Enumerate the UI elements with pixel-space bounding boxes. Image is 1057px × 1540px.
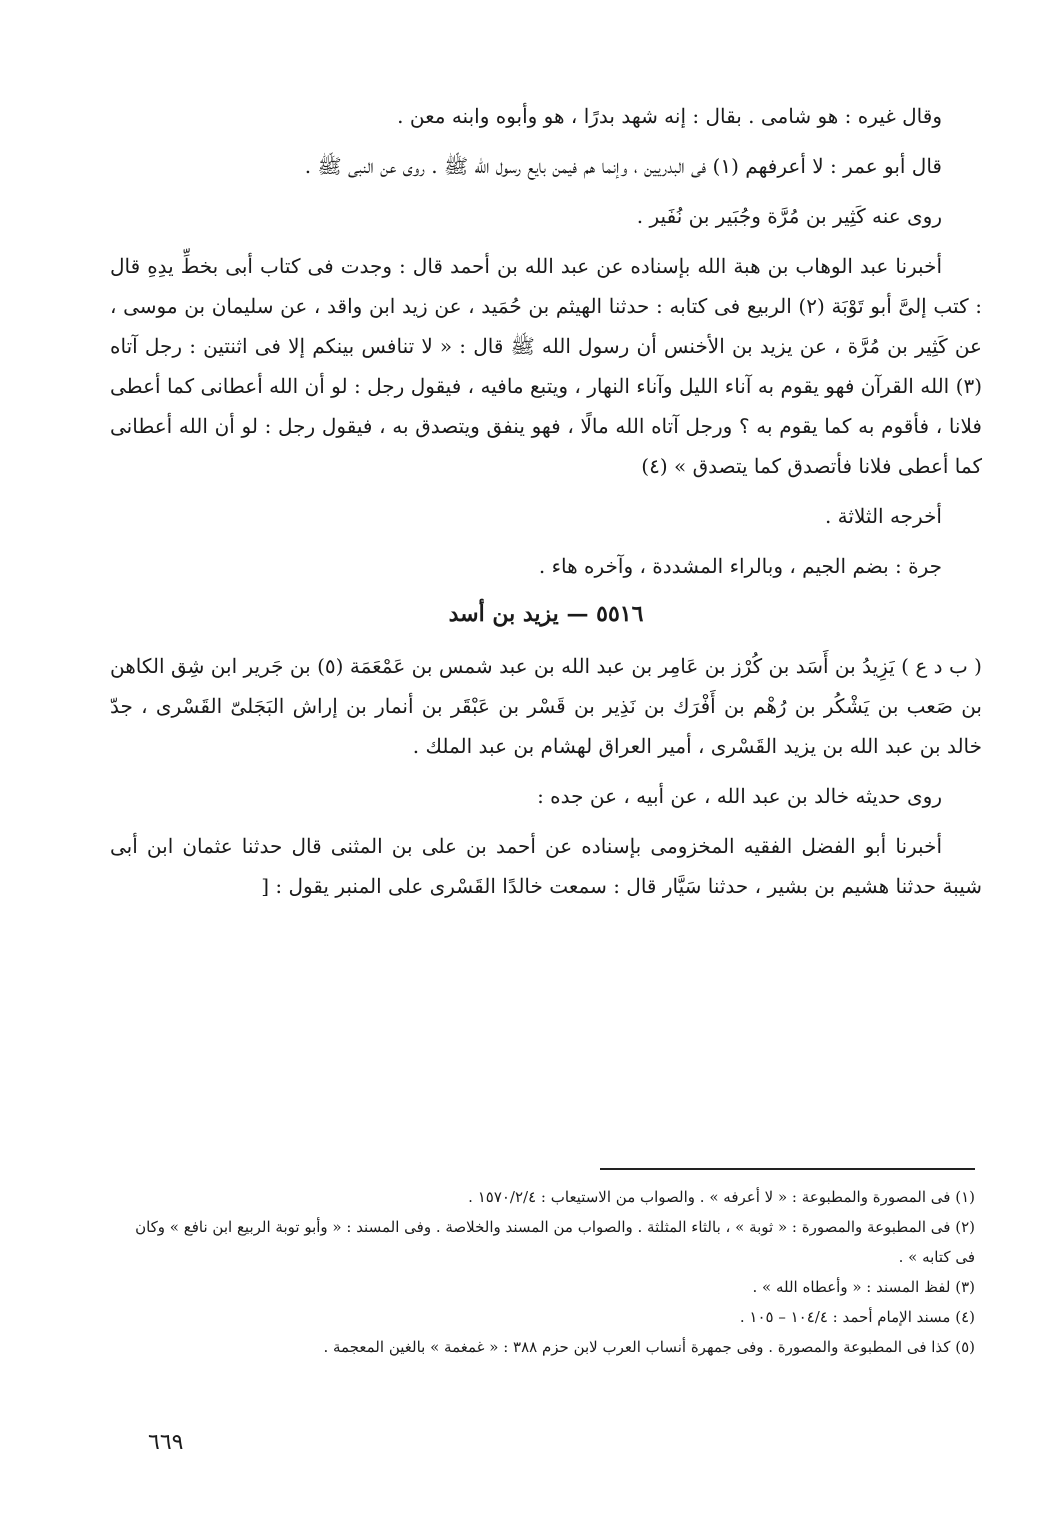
entry-heading: ٥٥١٦ — يزيد بن أسد: [448, 601, 644, 627]
paragraph: روى حديثه خالد بن عبد الله ، عن أبيه ، عن جده :: [537, 784, 942, 808]
footnote-divider: [600, 1168, 975, 1170]
page-number: ٦٦٩: [148, 1430, 184, 1455]
footnotes: [120, 1182, 975, 1362]
paragraph: أخبرنا أبو الفضل الفقيه المخزومى بإسناده عن أحمد بن على بن المثنى قال حدثنا عثمان ابن أبى شيبة حدثنا هشيم بن بشير ، حدثنا سَيَّار قال : سمعت خالدًا القَسْرى على المنبر يقول : [: [110, 834, 982, 898]
footnote: (٢) فى المطبوعة والمصورة : « ثوبة » ، بالثاء المثلثة . والصواب من المسند والخلاصة . وفى المسند : « وأبو توبة الربيع ابن نافع » وكان فى كتابه » .: [135, 1218, 975, 1266]
footnote: (١) فى المصورة والمطبوعة : « لا أعرفه » . والصواب من الاستيعاب : ١٥٧٠/٢/٤ .: [468, 1188, 975, 1206]
paragraph: أخبرنا عبد الوهاب بن هبة الله بإسناده عن عبد الله بن أحمد قال : وجدت فى كتاب أبى بخطِّ يدِهِ قال : كتب إلىَّ أبو تَوْبَة (٢) الربيع فى كتابه : حدثنا الهيثم بن حُمَيد ، عن زيد ابن واقد ، عن سليمان بن موسى ، عن كَثِير بن مُرَّة ، عن يزيد بن الأخنس أن رسول الله ﷺ قال : « لا تنافس بينكم إلا فى اثنتين : رجل آتاه (٣) الله القرآن فهو يقوم به آناء الليل وآناء النهار ، ويتبع مافيه ، فيقول رجل : لو أن الله أعطانى كما أعطى فلانا ، فأقوم به كما يقوم به ؟ ورجل آتاه الله مالًا ، فهو ينفق ويتصدق به ، فيقول رجل : لو أن الله أعطانى كما أعطى فلانا فأتصدق كما يتصدق » (٤): [110, 254, 982, 478]
footnote: (٣) لفظ المسند : « وأعطاه الله » .: [752, 1278, 975, 1296]
footnote: (٤) مسند الإمام أحمد : ١٠٤/٤ – ١٠٥ .: [739, 1308, 975, 1326]
paragraph: جرة : بضم الجيم ، وبالراء المشددة ، وآخره هاء .: [538, 554, 942, 578]
paragraph: قال أبو عمر : لا أعرفهم (١) فى البدريين ، وإنما هم فيمن بايع رسول الله ﷺ . روى عن النبى ﷺ .: [304, 154, 942, 178]
main-text: [110, 96, 982, 916]
paragraph: روى عنه كَثِير بن مُرَّة وجُبَير بن نُفَير .: [636, 204, 942, 228]
paragraph: ( ب د ع ) يَزِيدُ بن أَسَد بن كُرْز بن عَامِر بن عبد الله بن عبد شمس بن عَمْعَمَة (٥) بن جَرير ابن شِق الكاهن بن صَعب بن يَشْكُر بن رُهْم بن أَفْرَك بن نَذِير بن قَسْر بن عَبْقَر بن أنمار بن إراش البَجَلىّ القَسْرى ، جدّ خالد بن عبد الله بن يزيد القَسْرى ، أمير العراق لهشام بن عبد الملك .: [110, 654, 982, 758]
paragraph: أخرجه الثلاثة .: [824, 504, 942, 528]
paragraph: وقال غيره : هو شامى . بقال : إنه شهد بدرًا ، هو وأبوه وابنه معن .: [397, 104, 942, 128]
footnote: (٥) كذا فى المطبوعة والمصورة . وفى جمهرة أنساب العرب لابن حزم ٣٨٨ : « غمغمة » بالغين المعجمة .: [323, 1338, 975, 1356]
